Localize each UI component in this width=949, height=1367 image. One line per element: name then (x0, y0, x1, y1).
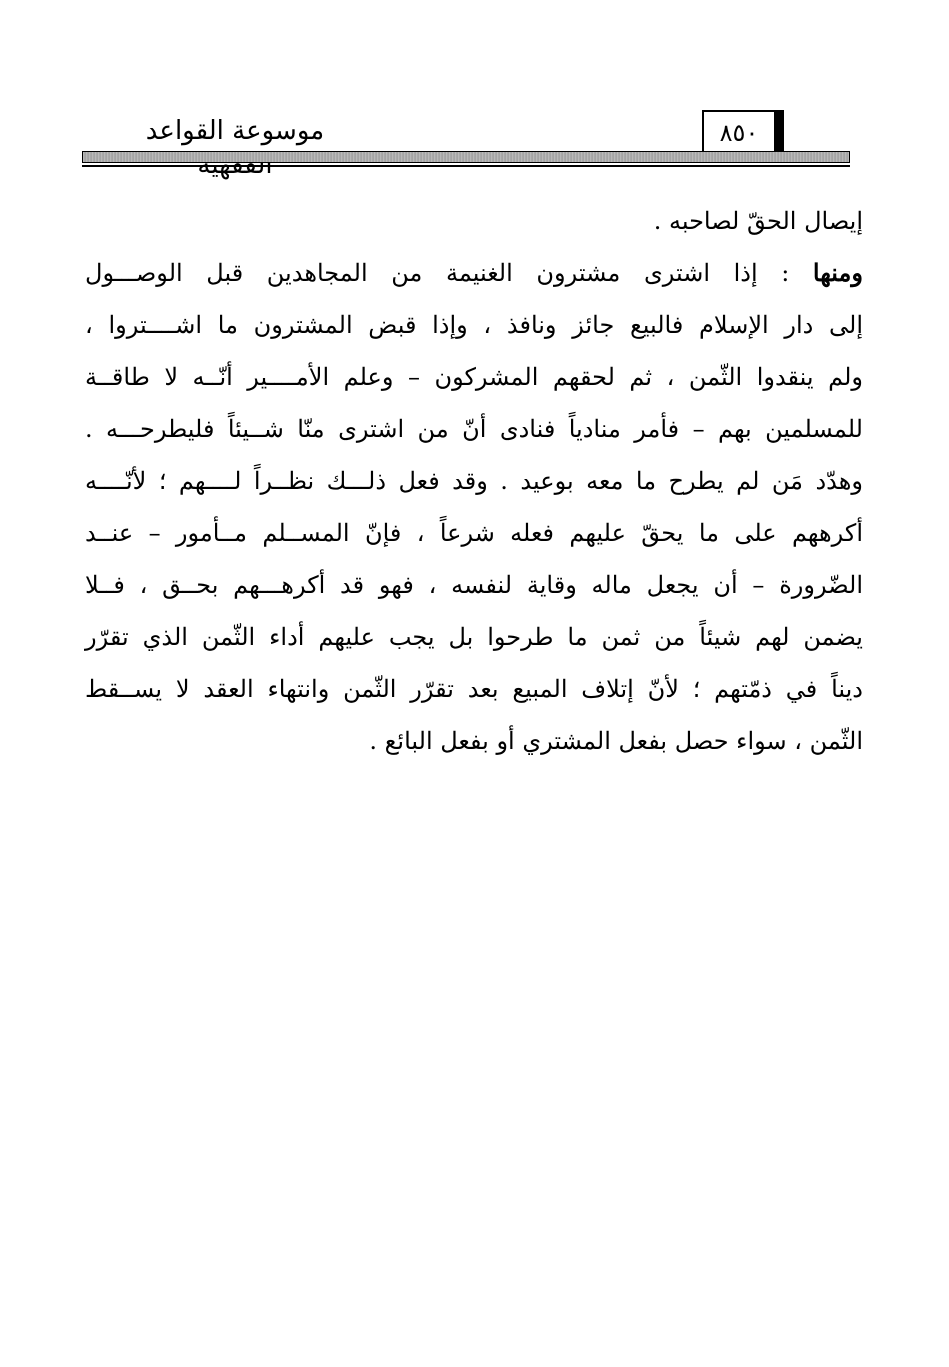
section-lead-word: ومنها (812, 258, 863, 287)
text-line: ولم ينقدوا الثّمن ، ثم لحقهم المشركون – وعلم الأمــــير أنّــه لا طاقــة (85, 363, 863, 391)
body-paragraph (85, 195, 863, 767)
text-line: إلى دار الإسلام فالبيع جائز ونافذ ، وإذا قبض المشترون ما اشــــتروا ، (85, 311, 863, 339)
text-line: للمسلمين بهم – فأمر منادياً فنادى أنّ من اشترى منّا شــيئاً فليطرحـــه . (85, 415, 863, 443)
header-divider-line (82, 165, 850, 167)
text-line (85, 247, 863, 299)
header-decorative-band (82, 151, 850, 163)
book-title: موسوعة القواعد (145, 116, 325, 146)
page-number: ٨٥٠ (702, 110, 784, 152)
text-line: وهدّد مَن لم يطرح ما معه بوعيد . وقد فعل ذلـــك نظــراً لــــهم ؛ لأنّــــه (85, 467, 863, 495)
text-line: إيصال الحقّ لصاحبه . (653, 207, 863, 235)
text-line: يضمن لهم شيئاً من ثمن ما طرحوا بل يجب عليهم أداء الثّمن الذي تقرّر (85, 623, 863, 651)
text-line: ديناً في ذمّتهم ؛ لأنّ إتلاف المبيع بعد تقرّر الثّمن وانتهاء العقد لا يســقط (85, 675, 863, 703)
text-line: الثّمن ، سواء حصل بفعل المشتري أو بفعل البائع . (369, 727, 863, 755)
text-line: أكرههم على ما يحقّ عليهم فعله شرعاً ، فإنّ المســلم مــأمور – عنــد (85, 519, 863, 547)
text-line-rest: : إذا اشترى مشترون الغنيمة من المجاهدين قبل الوصـــول (85, 259, 790, 287)
text-line: الضّرورة – أن يجعل ماله وقاية لنفسه ، فهو قد أكرهـــهم بحــق ، فــلا (85, 571, 863, 599)
